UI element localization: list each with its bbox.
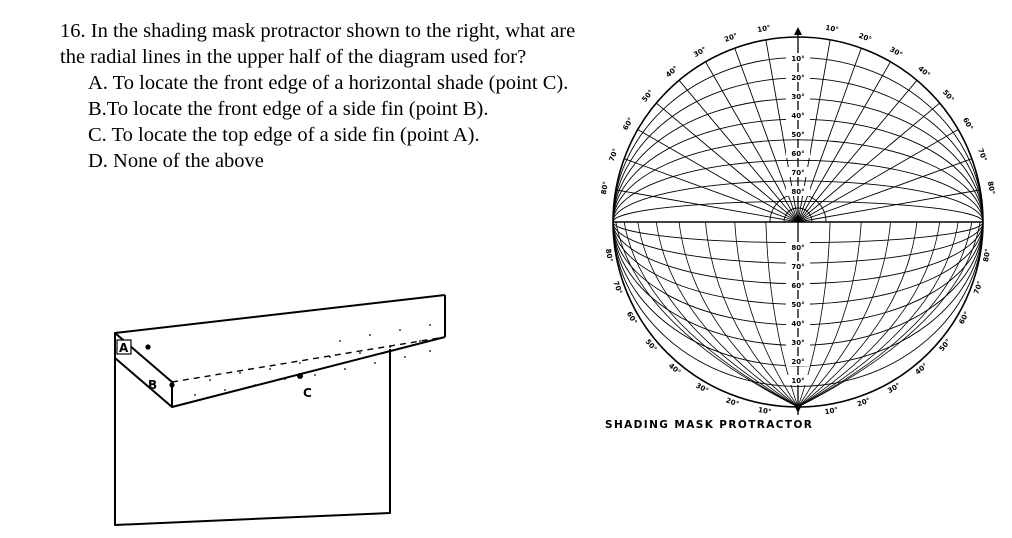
point-c-label: C (303, 386, 312, 400)
center-upper-label: 80° (791, 188, 805, 196)
center-lower-label: 20° (791, 358, 805, 366)
option-d: D. None of the above (88, 150, 264, 172)
rim-label: 70° (607, 147, 620, 163)
rim-label: 70° (972, 280, 985, 296)
rim-label: 20° (857, 31, 873, 44)
rim-label: 10° (757, 405, 772, 417)
rim-label: 80° (599, 180, 611, 196)
center-upper-label: 70° (791, 169, 805, 177)
option-c: C. To locate the top edge of a side fin (point A). (88, 124, 480, 146)
rim-label: 70° (976, 147, 989, 163)
rim-label: 80° (985, 180, 997, 196)
rim-label: 60° (624, 310, 639, 326)
rim-label: 20° (856, 396, 872, 409)
point-a-marker (145, 344, 150, 349)
rim-label: 10° (824, 405, 839, 417)
rim-label: 30° (888, 45, 904, 60)
rim-label: 30° (886, 381, 902, 396)
question-text: 16. In the shading mask protractor shown to the right, what are the radial lines in the upper half of the diagram used for? (60, 20, 576, 68)
question-block (60, 18, 580, 174)
shading-mask-protractor (595, 23, 1000, 420)
fin-curve (798, 222, 980, 407)
answer-options (60, 70, 580, 174)
center-upper-label: 30° (791, 93, 805, 101)
rim-label: 10° (824, 23, 840, 35)
center-upper-label: 50° (791, 131, 805, 139)
rim-label: 20° (723, 31, 739, 44)
option-a: A. To locate the front edge of a horizontal shade (point C). (88, 72, 569, 94)
rim-label: 30° (694, 381, 710, 396)
rim-label: 40° (666, 361, 683, 377)
shade-dot-texture (194, 324, 431, 396)
rim-label: 80° (981, 248, 993, 263)
south-arrow-icon (794, 405, 802, 413)
center-upper-label: 40° (791, 112, 805, 120)
rim-label: 10° (756, 23, 772, 35)
point-a-label: A (119, 341, 129, 355)
north-arrow-icon (794, 27, 802, 35)
rim-label: 80° (603, 248, 615, 263)
center-upper-label: 60° (791, 150, 805, 158)
center-lower-label: 30° (791, 339, 805, 347)
fin-curve (656, 222, 798, 407)
rim-label: 40° (916, 64, 932, 80)
center-upper-label: 20° (791, 74, 805, 82)
center-lower-label: 70° (791, 263, 805, 271)
center-upper-label: 10° (791, 55, 805, 63)
point-c-marker (297, 373, 303, 379)
rim-label: 50° (937, 337, 953, 354)
rim-label: 60° (960, 116, 975, 132)
rim-label: 30° (692, 45, 708, 60)
rim-label: 20° (724, 396, 740, 409)
fin-curve (798, 222, 940, 407)
rim-label: 60° (621, 116, 636, 132)
center-lower-label: 50° (791, 301, 805, 309)
rim-label: 50° (940, 88, 956, 104)
point-b-label: B (148, 378, 158, 392)
rim-label: 50° (640, 88, 656, 104)
fin-curve (616, 222, 798, 407)
shade-figure (100, 285, 460, 530)
point-b-marker (169, 382, 174, 387)
center-lower-label: 60° (791, 282, 805, 290)
shade-dashed-edge (172, 337, 445, 382)
rim-label: 50° (643, 337, 659, 354)
center-lower-label: 80° (791, 244, 805, 252)
rim-label: 60° (957, 310, 972, 326)
fin-curve (798, 222, 917, 407)
rim-label: 70° (611, 280, 624, 296)
rim-label: 40° (913, 361, 930, 377)
option-b: B.To locate the front edge of a side fin (point B). (88, 98, 489, 120)
protractor-caption: SHADING MASK PROTRACTOR (605, 419, 814, 431)
center-lower-label: 10° (791, 377, 805, 385)
center-lower-label: 40° (791, 320, 805, 328)
rim-label: 40° (664, 64, 680, 80)
fin-curve (798, 222, 972, 407)
